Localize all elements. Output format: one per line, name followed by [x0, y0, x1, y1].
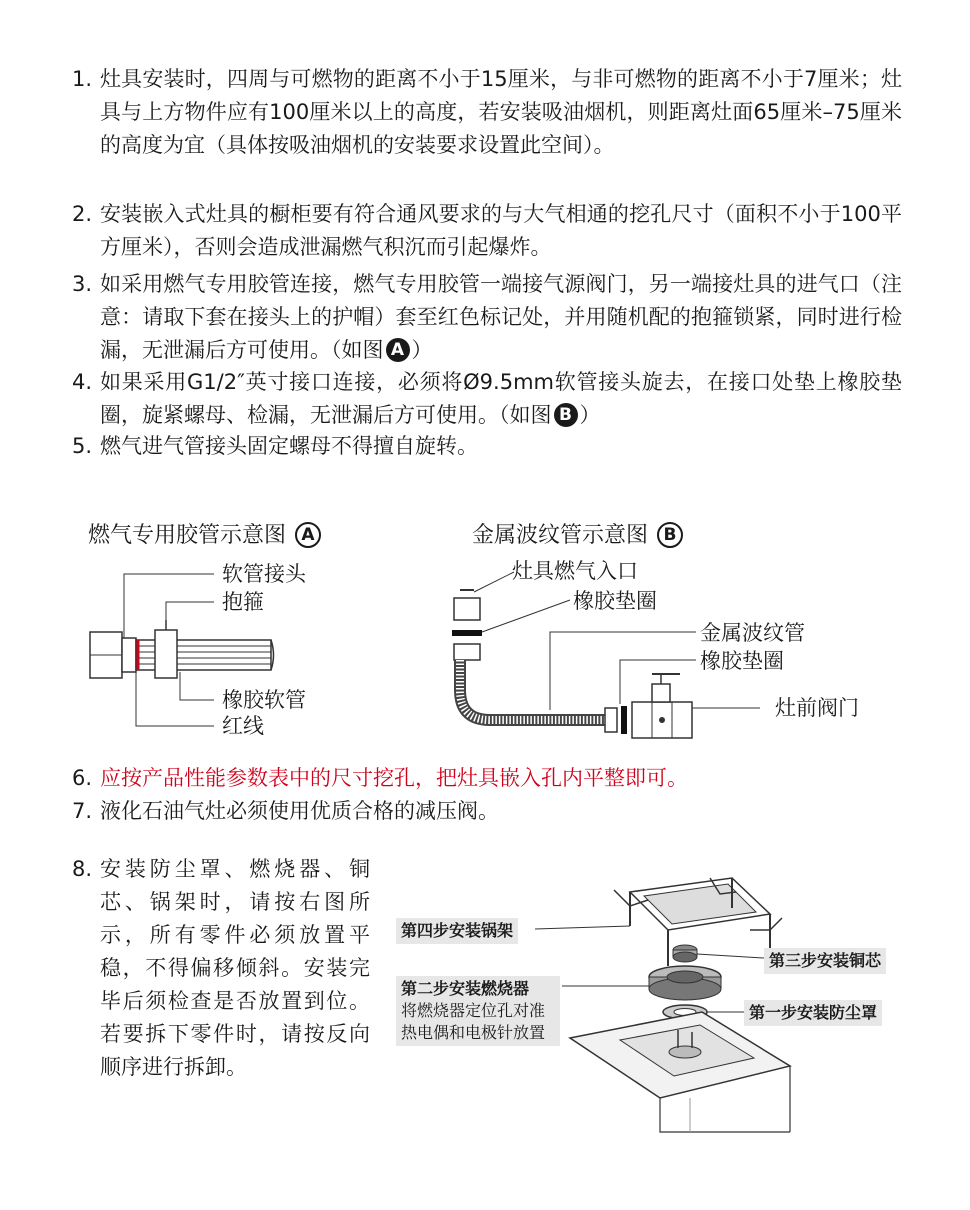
instruction-item-1 — [72, 63, 902, 162]
step2-label — [396, 976, 560, 1046]
label-hose-joint: 软管接头 — [222, 562, 306, 586]
step1-label: 第一步安装防尘罩 — [744, 1000, 882, 1026]
badge-b: B — [554, 403, 578, 427]
label-clamp: 抱箍 — [222, 590, 264, 614]
item-number: 1. — [72, 67, 93, 91]
label-corrugated-pipe: 金属波纹管 — [700, 621, 805, 645]
item-text-tail: ） — [579, 403, 601, 427]
label-rubber-gasket-right: 橡胶垫圈 — [700, 649, 784, 673]
item-number: 4. — [72, 370, 93, 394]
item-number: 8. — [72, 857, 93, 881]
item-text: 安装防尘罩、燃烧器、铜芯、锅架时，请按右图所示，所有零件必须放置平稳，不得偏移倾斜。安装完毕后须检查是否放置到位。若要拆下零件时，请按反向顺序进行拆卸。 — [100, 857, 370, 1079]
step2-title: 第二步安装燃烧器 — [401, 979, 530, 998]
item-text: 液化石油气灶必须使用优质合格的减压阀。 — [100, 799, 499, 823]
item-text-tail: ） — [411, 338, 433, 362]
item-text: 燃气进气管接头固定螺母不得擅自旋转。 — [100, 434, 478, 458]
item-number: 7. — [72, 799, 93, 823]
item-text: 灶具安装时，四周与可燃物的距离不小于15厘米，与非可燃物的距离不小于7厘米；灶具与上方物件应有100厘米以上的高度，若安装吸油烟机，则距离灶面65厘米–75厘米的高度为宜（具体按吸油烟机的安装要求设置此空间）。 — [100, 67, 902, 157]
badge-a: A — [386, 338, 410, 362]
item-number: 3. — [72, 272, 93, 296]
label-rubber-hose: 橡胶软管 — [222, 688, 306, 712]
label-rubber-gasket-top: 橡胶垫圈 — [573, 589, 657, 613]
badge-b: B — [657, 522, 683, 548]
step3-label: 第三步安装铜芯 — [764, 948, 886, 974]
badge-a: A — [295, 522, 321, 548]
instruction-item-6 — [72, 762, 902, 795]
instruction-item-4 — [72, 366, 902, 432]
step4-label: 第四步安装锅架 — [396, 918, 518, 944]
item-text: 如采用燃气专用胶管连接，燃气专用胶管一端接气源阀门，另一端接灶具的进气口（注意：请取下套在接头上的护帽）套至红色标记处，并用随机配的抱箍锁紧，同时进行检漏，无泄漏后方可使用。（如图 — [100, 272, 902, 362]
label-red-line: 红线 — [222, 714, 264, 738]
diagram-a-title: 燃气专用胶管示意图 A — [88, 521, 323, 551]
item-text: 如果采用G1/2″英寸接口连接，必须将Ø9.5mm软管接头旋去，在接口处垫上橡胶垫圈，旋紧螺母、检漏，无泄漏后方可使用。（如图 — [100, 370, 902, 427]
item-text: 安装嵌入式灶具的橱柜要有符合通风要求的与大气相通的挖孔尺寸（面积不小于100平方厘米），否则会造成泄漏燃气积沉而引起爆炸。 — [100, 202, 902, 259]
instruction-item-3 — [72, 268, 902, 367]
label-stove-gas-inlet: 灶具燃气入口 — [512, 559, 638, 583]
item-number: 6. — [72, 766, 93, 790]
item-number: 2. — [72, 202, 93, 226]
instruction-item-5 — [72, 430, 902, 463]
diagram-b-title: 金属波纹管示意图 B — [472, 521, 685, 551]
item-text: 应按产品性能参数表中的尺寸挖孔，把灶具嵌入孔内平整即可。 — [100, 766, 688, 790]
item-number: 5. — [72, 434, 93, 458]
instruction-item-7 — [72, 795, 902, 828]
instruction-item-2 — [72, 198, 902, 264]
label-front-valve: 灶前阀门 — [775, 696, 859, 720]
instruction-item-8 — [72, 853, 370, 1084]
step2-note: 将燃烧器定位孔对准热电偶和电极针放置 — [401, 1001, 546, 1042]
